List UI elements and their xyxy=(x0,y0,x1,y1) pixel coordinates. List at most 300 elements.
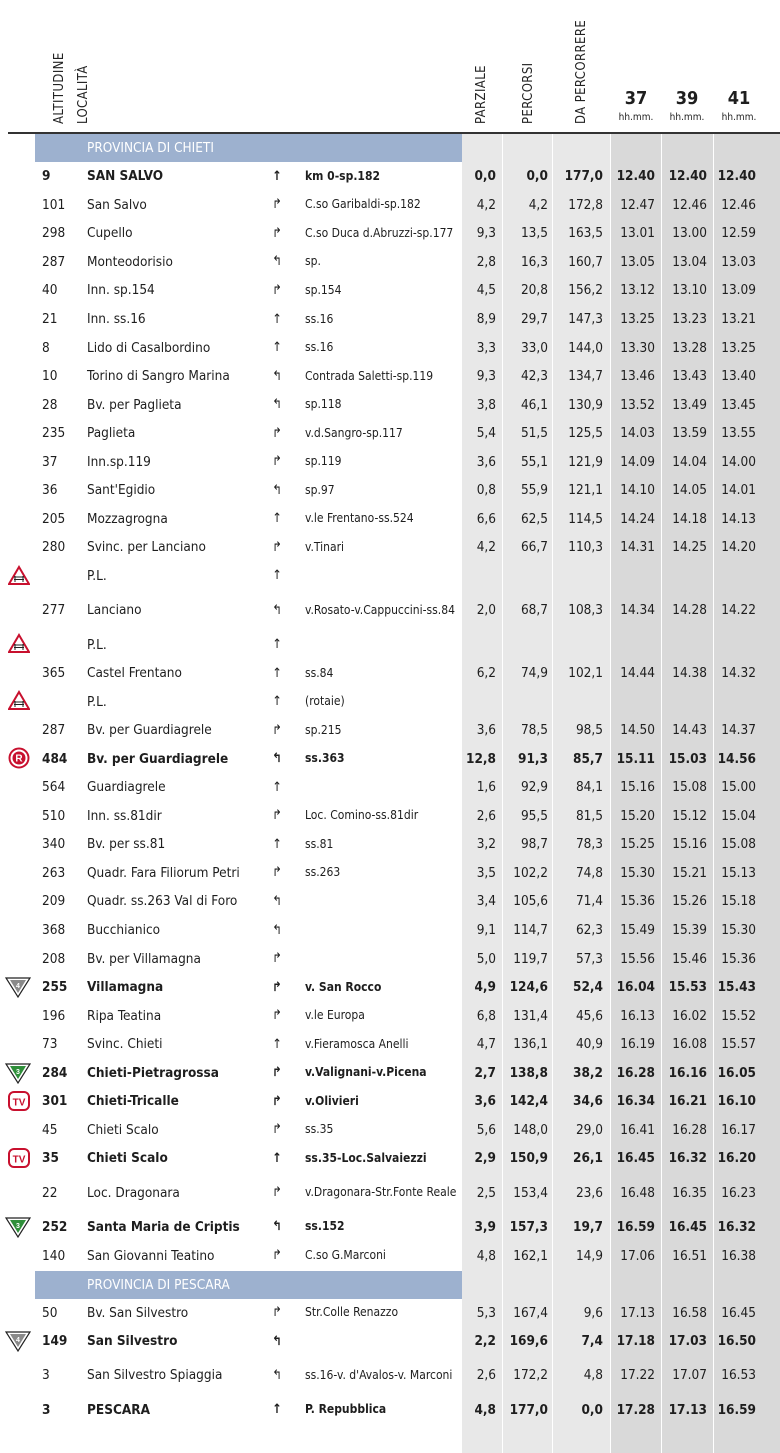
remaining-km-cell: 121,9 xyxy=(568,453,603,470)
time-41-cell: 12.59 xyxy=(721,225,756,242)
road-cell: v.Dragonara-Str.Fonte Reale xyxy=(305,1185,457,1200)
road-cell: v.Fieramosca Anelli xyxy=(305,1036,409,1051)
covered-km-cell: 124,6 xyxy=(509,979,548,996)
direction-arrow-icon: ↱ xyxy=(272,197,282,213)
covered-km-cell: 55,9 xyxy=(520,482,548,499)
direction-arrow-icon: ↰ xyxy=(272,1219,282,1235)
partial-km-cell: 4,2 xyxy=(476,539,496,556)
covered-km-cell: 95,5 xyxy=(520,807,548,824)
altitude-cell: 484 xyxy=(42,750,68,767)
time-37-cell: 15.36 xyxy=(620,893,655,910)
direction-arrow-icon: ↑ xyxy=(272,665,282,681)
time-41-cell: 16.10 xyxy=(717,1093,756,1110)
time-39-cell xyxy=(662,630,707,659)
partial-km-cell: 0,0 xyxy=(474,168,496,185)
time-39-cell xyxy=(662,687,707,716)
time-41-cell: 13.25 xyxy=(721,339,756,356)
location-cell: Svinc. Chieti xyxy=(87,1036,163,1053)
time-41-cell: 14.00 xyxy=(721,453,756,470)
location-cell: San Silvestro xyxy=(87,1333,178,1350)
location-cell: Lido di Casalbordino xyxy=(87,339,211,356)
road-cell: km 0-sp.182 xyxy=(305,168,380,183)
road-cell: ss.152 xyxy=(305,1219,345,1234)
location-cell: Villamagna xyxy=(87,979,164,996)
time-41-cell: 16.59 xyxy=(717,1401,756,1418)
road-cell: v.Tinari xyxy=(305,539,344,554)
remaining-km-cell: 23,6 xyxy=(575,1184,603,1201)
direction-arrow-icon: ↰ xyxy=(272,922,282,938)
time-41-cell: 16.23 xyxy=(721,1184,756,1201)
covered-km-cell: 74,9 xyxy=(520,665,548,682)
partial-km-cell: 2,0 xyxy=(476,602,496,619)
time-37-cell: 16.45 xyxy=(616,1150,655,1167)
altitude-cell: 9 xyxy=(42,168,51,185)
table-row xyxy=(0,1213,780,1242)
remaining-km-cell: 147,3 xyxy=(568,311,603,328)
partial-km-cell: 5,4 xyxy=(476,425,496,442)
altitude-cell: 365 xyxy=(42,665,66,682)
direction-arrow-icon: ↰ xyxy=(272,751,282,767)
direction-arrow-icon: ↱ xyxy=(272,539,282,555)
partial-km-cell: 4,8 xyxy=(476,1247,496,1264)
remaining-km-cell: 108,3 xyxy=(568,602,603,619)
road-cell: ss.35-Loc.Salvaiezzi xyxy=(305,1150,427,1165)
covered-km-cell: 13,5 xyxy=(520,225,548,242)
direction-arrow-icon: ↰ xyxy=(272,1333,282,1349)
direction-arrow-icon: ↑ xyxy=(272,1402,282,1418)
time-37-cell: 17.18 xyxy=(616,1333,655,1350)
road-cell xyxy=(305,887,465,916)
time-39-cell: 16.16 xyxy=(668,1064,707,1081)
time-39-cell: 14.28 xyxy=(672,602,707,619)
covered-km-cell: 138,8 xyxy=(509,1064,548,1081)
partial-km-cell: 6,2 xyxy=(476,665,496,682)
remaining-km-cell: 85,7 xyxy=(573,750,603,767)
altitude-cell: 235 xyxy=(42,425,66,442)
time-37-cell: 14.09 xyxy=(620,453,655,470)
direction-arrow-icon: ↑ xyxy=(272,311,282,327)
partial-km-cell: 3,6 xyxy=(474,1093,496,1110)
time-37-cell: 14.24 xyxy=(620,510,655,527)
altitude-cell: 22 xyxy=(42,1184,58,1201)
road-cell: sp.215 xyxy=(305,722,342,737)
time-41-cell: 14.13 xyxy=(721,510,756,527)
table-row xyxy=(0,191,780,220)
header-percorsi: PERCORSI xyxy=(521,62,536,124)
road-cell: Str.Colle Renazzo xyxy=(305,1305,399,1320)
partial-km-cell: 3,8 xyxy=(476,396,496,413)
direction-arrow-icon: ↱ xyxy=(272,225,282,241)
location-cell: Bv. per Guardiagrele xyxy=(87,722,212,739)
time-37-cell: 13.30 xyxy=(620,339,655,356)
time-41-cell: 15.30 xyxy=(721,922,756,939)
covered-km-cell: 98,7 xyxy=(520,836,548,853)
time-41-cell: 15.18 xyxy=(721,893,756,910)
direction-arrow-icon: ↑ xyxy=(272,340,282,356)
svg-text:TV: TV xyxy=(12,1154,26,1166)
covered-km-cell: 4,2 xyxy=(528,196,548,213)
time-37-cell: 13.01 xyxy=(620,225,655,242)
altitude-cell: 3 xyxy=(42,1401,51,1418)
svg-text:3: 3 xyxy=(16,1222,20,1230)
location-cell: Bv. per Guardiagrele xyxy=(87,750,229,767)
time-39-cell: 16.02 xyxy=(672,1007,707,1024)
remaining-km-cell: 71,4 xyxy=(575,893,603,910)
time-39-cell: 14.25 xyxy=(672,539,707,556)
time-37-cell xyxy=(610,562,655,591)
covered-km-cell: 119,7 xyxy=(513,950,548,967)
time-41-cell: 16.20 xyxy=(717,1150,756,1167)
table-row xyxy=(0,687,780,716)
time-41-cell: 13.21 xyxy=(721,311,756,328)
altitude-cell: 149 xyxy=(42,1333,68,1350)
time-41-cell: 13.40 xyxy=(721,368,756,385)
direction-arrow-icon: ↱ xyxy=(272,454,282,470)
location-cell: P.L. xyxy=(87,693,107,710)
header-speed-41-unit: hh.mm. xyxy=(721,112,757,123)
direction-arrow-icon: ↰ xyxy=(272,397,282,413)
time-41-cell: 14.22 xyxy=(721,602,756,619)
partial-km-cell: 3,5 xyxy=(476,864,496,881)
time-37-cell: 14.50 xyxy=(620,722,655,739)
road-cell: ss.16-v. d'Avalos-v. Marconi xyxy=(305,1367,453,1382)
road-cell: C.so G.Marconi xyxy=(305,1248,386,1263)
remaining-km-cell: 40,9 xyxy=(575,1036,603,1053)
road-cell: (rotaie) xyxy=(305,694,345,709)
time-39-cell: 16.28 xyxy=(672,1121,707,1138)
time-39-cell: 15.21 xyxy=(672,864,707,881)
time-39-cell xyxy=(662,562,707,591)
road-cell: sp.154 xyxy=(305,282,342,297)
remaining-km-cell xyxy=(552,562,603,591)
time-37-cell: 13.05 xyxy=(620,253,655,270)
table-row xyxy=(0,419,780,448)
time-41-cell xyxy=(714,687,756,716)
location-cell: Santa Maria de Criptis xyxy=(87,1218,240,1235)
altitude-cell: 277 xyxy=(42,602,66,619)
location-cell: Chieti-Tricalle xyxy=(87,1093,179,1110)
time-39-cell: 13.43 xyxy=(672,368,707,385)
road-cell: v.d.Sangro-sp.117 xyxy=(305,425,403,440)
time-37-cell: 16.13 xyxy=(620,1007,655,1024)
direction-arrow-icon: ↑ xyxy=(272,1150,282,1166)
time-37-cell: 16.34 xyxy=(616,1093,655,1110)
remaining-km-cell: 98,5 xyxy=(575,722,603,739)
time-37-cell: 16.48 xyxy=(620,1184,655,1201)
road-cell: sp.118 xyxy=(305,397,342,412)
covered-km-cell xyxy=(502,630,548,659)
remaining-km-cell: 34,6 xyxy=(573,1093,603,1110)
time-39-cell: 15.26 xyxy=(672,893,707,910)
remaining-km-cell: 78,3 xyxy=(575,836,603,853)
direction-arrow-icon: ↱ xyxy=(272,722,282,738)
header-speed-39-unit: hh.mm. xyxy=(669,112,705,123)
table-row xyxy=(0,219,780,248)
remaining-km-cell: 81,5 xyxy=(575,807,603,824)
location-cell: San Giovanni Teatino xyxy=(87,1247,215,1264)
time-37-cell: 17.28 xyxy=(616,1401,655,1418)
covered-km-cell: 177,0 xyxy=(509,1401,548,1418)
location-cell: Quadr. Fara Filiorum Petri xyxy=(87,864,240,881)
road-cell: ss.84 xyxy=(305,665,334,680)
location-cell: Bv. per ss.81 xyxy=(87,836,166,853)
time-41-cell: 16.32 xyxy=(717,1218,756,1235)
mountain-climb-cat3-icon xyxy=(5,1062,27,1091)
time-41-cell: 14.20 xyxy=(721,539,756,556)
time-39-cell: 13.10 xyxy=(672,282,707,299)
time-37-cell: 15.20 xyxy=(620,807,655,824)
road-cell: C.so Garibaldi-sp.182 xyxy=(305,197,421,212)
location-cell: Inn. ss.16 xyxy=(87,311,146,328)
altitude-cell: 50 xyxy=(42,1304,58,1321)
time-37-cell: 14.31 xyxy=(620,539,655,556)
header-speed-39: 39 xyxy=(675,88,699,109)
road-cell xyxy=(305,630,465,659)
remaining-km-cell: 0,0 xyxy=(581,1401,603,1418)
covered-km-cell: 46,1 xyxy=(520,396,548,413)
time-39-cell: 16.35 xyxy=(672,1184,707,1201)
location-cell: Lanciano xyxy=(87,602,142,619)
header-speed-37-unit: hh.mm. xyxy=(618,112,654,123)
road-cell: v.Rosato-v.Cappuccini-ss.84 xyxy=(305,602,455,617)
table-row xyxy=(0,716,780,745)
partial-km-cell: 8,9 xyxy=(476,311,496,328)
time-37-cell: 15.16 xyxy=(620,779,655,796)
location-cell: Paglieta xyxy=(87,425,136,442)
road-cell xyxy=(305,773,465,802)
road-cell: Loc. Comino-ss.81dir xyxy=(305,808,419,823)
direction-arrow-icon: ↑ xyxy=(272,568,282,584)
mountain-climb-cat4-icon xyxy=(5,1330,27,1359)
time-41-cell: 14.01 xyxy=(721,482,756,499)
time-37-cell: 14.03 xyxy=(620,425,655,442)
road-cell: sp.119 xyxy=(305,454,342,469)
time-39-cell: 13.23 xyxy=(672,311,707,328)
time-41-cell: 15.36 xyxy=(721,950,756,967)
covered-km-cell: 153,4 xyxy=(513,1184,548,1201)
time-41-cell: 16.05 xyxy=(717,1064,756,1081)
table-row xyxy=(0,562,780,591)
direction-arrow-icon: ↱ xyxy=(272,1065,282,1081)
altitude-cell: 298 xyxy=(42,225,66,242)
altitude-cell: 255 xyxy=(42,979,68,996)
table-row xyxy=(0,1298,780,1327)
remaining-km-cell: 134,7 xyxy=(568,368,603,385)
partial-km-cell xyxy=(462,630,496,659)
svg-text:3: 3 xyxy=(16,1068,20,1076)
covered-km-cell: 167,4 xyxy=(513,1304,548,1321)
partial-km-cell: 2,7 xyxy=(474,1064,496,1081)
table-row xyxy=(0,659,780,688)
remaining-km-cell: 7,4 xyxy=(581,1333,603,1350)
direction-arrow-icon: ↑ xyxy=(272,1036,282,1052)
time-39-cell: 16.08 xyxy=(672,1036,707,1053)
time-39-cell: 13.59 xyxy=(672,425,707,442)
altitude-cell: 284 xyxy=(42,1064,68,1081)
altitude-cell: 36 xyxy=(42,482,58,499)
covered-km-cell: 51,5 xyxy=(520,425,548,442)
altitude-cell: 252 xyxy=(42,1218,68,1235)
location-cell: Sant'Egidio xyxy=(87,482,156,499)
road-cell: v.Olivieri xyxy=(305,1093,359,1108)
time-37-cell: 15.11 xyxy=(616,750,655,767)
table-row xyxy=(0,590,780,630)
table-row xyxy=(0,362,780,391)
covered-km-cell: 102,2 xyxy=(513,864,548,881)
road-cell xyxy=(305,1327,465,1356)
table-row xyxy=(0,973,780,1002)
direction-arrow-icon: ↰ xyxy=(272,1367,282,1383)
time-39-cell: 15.53 xyxy=(668,979,707,996)
road-cell: ss.81 xyxy=(305,836,334,851)
remaining-km-cell: 125,5 xyxy=(568,425,603,442)
altitude-cell: 205 xyxy=(42,510,66,527)
covered-km-cell: 68,7 xyxy=(520,602,548,619)
direction-arrow-icon: ↱ xyxy=(272,282,282,298)
time-37-cell: 14.34 xyxy=(620,602,655,619)
svg-text:R: R xyxy=(15,753,23,765)
road-cell: v. San Rocco xyxy=(305,979,382,994)
partial-km-cell: 6,8 xyxy=(476,1007,496,1024)
road-cell: sp. xyxy=(305,254,321,269)
tv-live-icon xyxy=(8,1090,30,1119)
altitude-cell: 280 xyxy=(42,539,66,556)
direction-arrow-icon: ↑ xyxy=(272,694,282,710)
header-altitudine: ALTITUDINE xyxy=(52,52,67,124)
refreshment-point-icon xyxy=(8,747,30,776)
location-cell: P.L. xyxy=(87,567,107,584)
time-39-cell: 12.46 xyxy=(672,196,707,213)
road-cell: v.le Frentano-ss.524 xyxy=(305,511,414,526)
remaining-km-cell xyxy=(552,630,603,659)
altitude-cell: 21 xyxy=(42,311,58,328)
remaining-km-cell: 84,1 xyxy=(575,779,603,796)
remaining-km-cell: 74,8 xyxy=(575,864,603,881)
covered-km-cell: 169,6 xyxy=(509,1333,548,1350)
tv-live-icon xyxy=(8,1147,30,1176)
location-cell: Ripa Teatina xyxy=(87,1007,162,1024)
partial-km-cell: 5,0 xyxy=(476,950,496,967)
direction-arrow-icon: ↑ xyxy=(272,836,282,852)
header-localita: LOCALITÀ xyxy=(76,65,91,124)
time-41-cell: 15.43 xyxy=(717,979,756,996)
svg-text:TV: TV xyxy=(12,1097,26,1109)
time-41-cell xyxy=(714,630,756,659)
level-crossing-icon xyxy=(8,690,30,719)
time-41-cell: 15.08 xyxy=(721,836,756,853)
time-37-cell: 15.25 xyxy=(620,836,655,853)
direction-arrow-icon: ↱ xyxy=(272,865,282,881)
direction-arrow-icon: ↑ xyxy=(272,168,282,184)
covered-km-cell: 66,7 xyxy=(520,539,548,556)
header-speed-41: 41 xyxy=(727,88,751,109)
covered-km-cell: 114,7 xyxy=(513,922,548,939)
altitude-cell: 35 xyxy=(42,1150,59,1167)
location-cell: PESCARA xyxy=(87,1401,151,1418)
remaining-km-cell: 114,5 xyxy=(568,510,603,527)
time-37-cell: 13.12 xyxy=(620,282,655,299)
table-row xyxy=(0,802,780,831)
altitude-cell: 40 xyxy=(42,282,58,299)
covered-km-cell: 162,1 xyxy=(513,1247,548,1264)
direction-arrow-icon: ↑ xyxy=(272,511,282,527)
direction-arrow-icon: ↱ xyxy=(272,425,282,441)
altitude-cell: 208 xyxy=(42,950,66,967)
table-row xyxy=(0,887,780,916)
location-cell: Torino di Sangro Marina xyxy=(87,368,230,385)
road-cell: ss.263 xyxy=(305,865,341,880)
partial-km-cell: 5,6 xyxy=(476,1121,496,1138)
time-39-cell: 15.03 xyxy=(668,750,707,767)
covered-km-cell: 20,8 xyxy=(520,282,548,299)
partial-km-cell: 2,2 xyxy=(474,1333,496,1350)
header-parziale: PARZIALE xyxy=(474,65,489,124)
remaining-km-cell: 144,0 xyxy=(568,339,603,356)
time-41-cell: 14.37 xyxy=(721,722,756,739)
remaining-km-cell: 177,0 xyxy=(564,168,603,185)
covered-km-cell: 33,0 xyxy=(520,339,548,356)
time-37-cell: 15.56 xyxy=(620,950,655,967)
location-cell: Quadr. ss.263 Val di Foro xyxy=(87,893,238,910)
section-provincia-chieti: PROVINCIA DI CHIETI xyxy=(35,134,462,162)
table-row xyxy=(0,505,780,534)
time-37-cell: 16.41 xyxy=(620,1121,655,1138)
location-cell: Mozzagrogna xyxy=(87,510,168,527)
time-39-cell: 13.49 xyxy=(672,396,707,413)
time-37-cell: 16.19 xyxy=(620,1036,655,1053)
covered-km-cell: 105,6 xyxy=(513,893,548,910)
direction-arrow-icon: ↱ xyxy=(272,1248,282,1264)
partial-km-cell: 9,1 xyxy=(476,922,496,939)
time-41-cell: 16.53 xyxy=(721,1367,756,1384)
table-row xyxy=(0,333,780,362)
road-cell: v.le Europa xyxy=(305,1008,365,1023)
time-39-cell: 14.38 xyxy=(672,665,707,682)
altitude-cell: 209 xyxy=(42,893,66,910)
covered-km-cell: 148,0 xyxy=(513,1121,548,1138)
table-row xyxy=(0,1087,780,1116)
location-cell: San Salvo xyxy=(87,196,147,213)
time-41-cell: 15.52 xyxy=(721,1007,756,1024)
remaining-km-cell: 26,1 xyxy=(573,1150,603,1167)
time-39-cell: 16.58 xyxy=(672,1304,707,1321)
altitude-cell: 263 xyxy=(42,864,66,881)
location-cell: Bv. San Silvestro xyxy=(87,1304,189,1321)
partial-km-cell: 0,8 xyxy=(476,482,496,499)
remaining-km-cell: 102,1 xyxy=(568,665,603,682)
remaining-km-cell: 38,2 xyxy=(573,1064,603,1081)
road-cell: ss.35 xyxy=(305,1122,334,1137)
covered-km-cell: 55,1 xyxy=(520,453,548,470)
time-39-cell: 12.40 xyxy=(668,168,707,185)
table-row xyxy=(0,830,780,859)
remaining-km-cell: 29,0 xyxy=(575,1121,603,1138)
time-39-cell: 16.51 xyxy=(672,1247,707,1264)
location-cell: SAN SALVO xyxy=(87,168,164,185)
direction-arrow-icon: ↱ xyxy=(272,1305,282,1321)
direction-arrow-icon: ↱ xyxy=(272,1093,282,1109)
table-row xyxy=(0,162,780,191)
table-row xyxy=(0,533,780,562)
time-37-cell xyxy=(610,687,655,716)
altitude-cell: 45 xyxy=(42,1121,58,1138)
time-37-cell: 17.06 xyxy=(620,1247,655,1264)
partial-km-cell xyxy=(462,687,496,716)
altitude-cell: 73 xyxy=(42,1036,58,1053)
covered-km-cell: 150,9 xyxy=(509,1150,548,1167)
table-row xyxy=(0,1030,780,1059)
time-41-cell: 16.45 xyxy=(721,1304,756,1321)
